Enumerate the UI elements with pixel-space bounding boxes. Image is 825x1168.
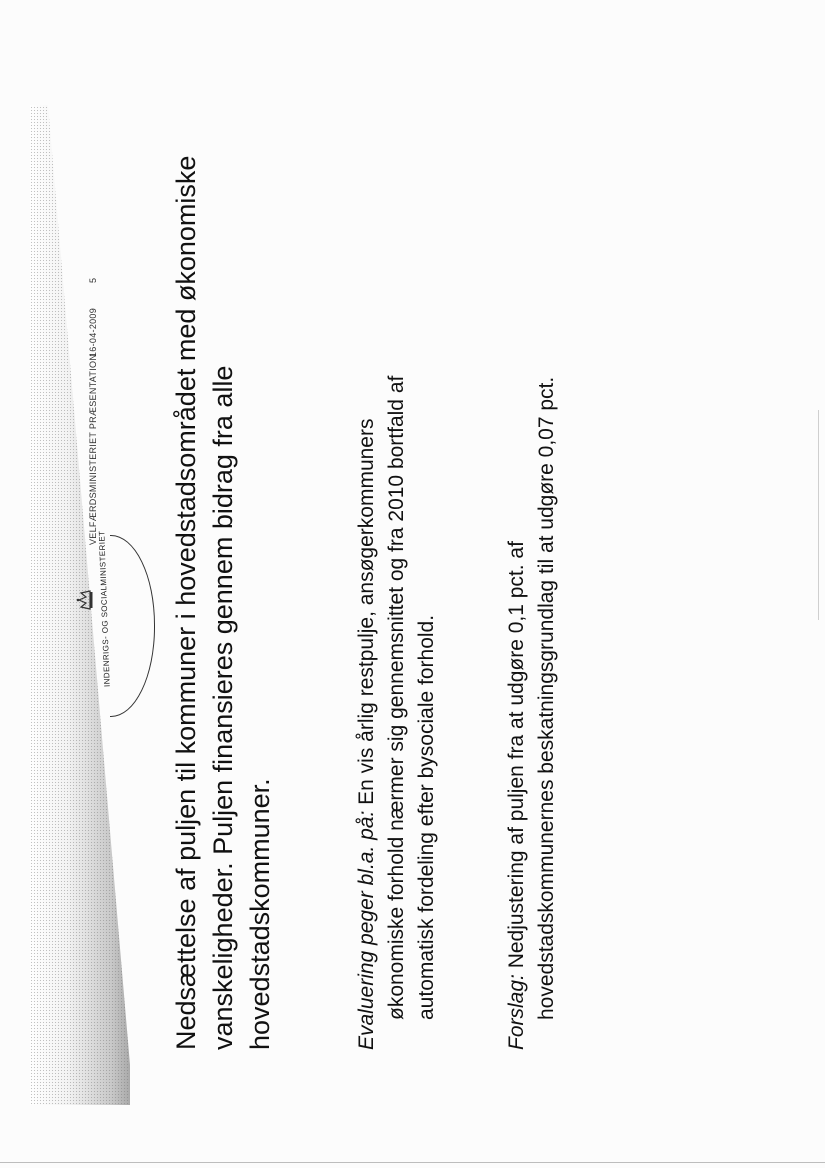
evaluation-line-1: En vis årlig restpulje, ansøgerkommuners <box>355 418 378 811</box>
logo-text: INDENRIGS- OG SOCIALMINISTERIET <box>97 530 112 688</box>
evaluation-paragraph <box>352 150 442 1050</box>
proposal-paragraph <box>502 150 562 1050</box>
page-right-edge <box>818 410 819 620</box>
evaluation-line-2: økonomiske forhold nærmer sig gennemsnittet og fra 2010 bortfald af <box>385 375 408 1020</box>
header-org: VELFÆRDSMINISTERIET PRÆSENTATION <box>88 353 98 545</box>
evaluation-lead: Evaluering peger bl.a. på: <box>355 810 378 1050</box>
page-bottom-edge <box>0 1162 825 1163</box>
header-meta <box>88 115 106 545</box>
page-number: 5 <box>88 277 98 283</box>
evaluation-line-3: automatisk fordeling efter bysociale forhold. <box>415 614 438 1020</box>
slide <box>30 105 670 1105</box>
proposal-lead: Forslag: <box>505 974 528 1050</box>
slide-title: Nedsættelse af puljen til kommuner i hovedstadsområdet med økonomiske vanskeligheder. Puljen finansieres gennem bidrag fra alle hovedstadskommuner. <box>171 155 275 1050</box>
ministry-logo <box>70 527 150 727</box>
proposal-line-2: hovedstadskommunernes beskatningsgrundlag til at udgøre 0,07 pct. <box>535 376 558 1020</box>
proposal-line-1: Nedjustering af puljen fra at udgøre 0,1 pct. af <box>505 541 528 975</box>
crown-icon <box>76 589 94 611</box>
header-date: 16-04-2009 <box>88 307 98 357</box>
logo-arc <box>110 535 155 717</box>
